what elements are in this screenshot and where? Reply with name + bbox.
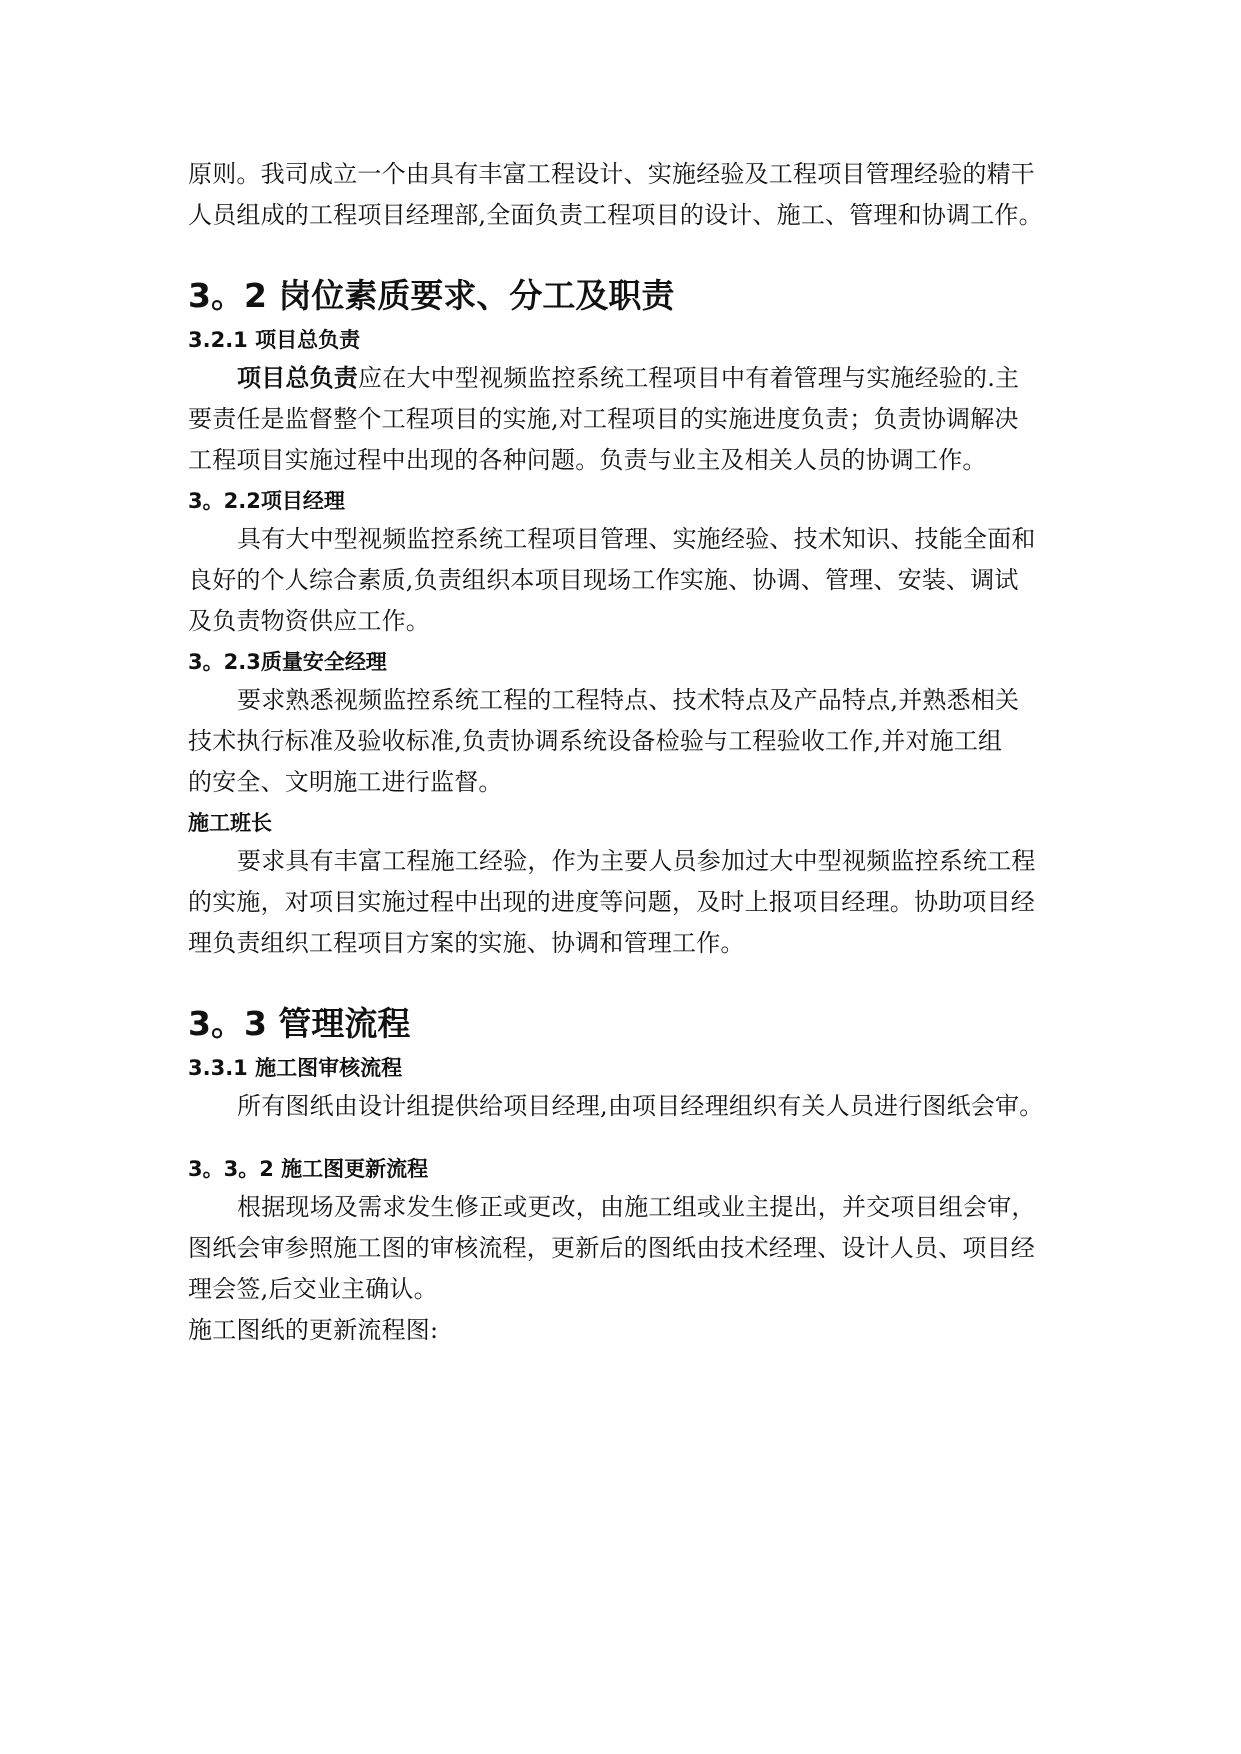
bold-term: 项目总负责	[237, 364, 358, 392]
page-content	[188, 154, 1068, 1351]
subsection-heading-3-2-3: 3。2.3质量安全经理	[188, 650, 387, 674]
paragraph-line: 理负责组织工程项目方案的实施、协调和管理工作。	[188, 929, 745, 957]
paragraph-line: 具有大中型视频监控系统工程项目管理、实施经验、技术知识、技能全面和	[237, 525, 1036, 553]
subsection-heading-3-2-2: 3。2.2项目经理	[188, 489, 345, 513]
subsection-heading-3-3-1: 3.3.1 施工图审核流程	[188, 1056, 403, 1080]
paragraph-line: 理会签,后交业主确认。	[188, 1275, 438, 1303]
paragraph-line: 要责任是监督整个工程项目的实施,对工程项目的实施进度负责；负责协调解决	[188, 405, 1019, 433]
section-heading-3-2: 3。2 岗位素质要求、分工及职责	[188, 276, 675, 315]
paragraph-line: 及负责物资供应工作。	[188, 607, 430, 635]
subsection-heading-3-2-1: 3.2.1 项目总负责	[188, 328, 361, 352]
figure-caption: 施工图纸的更新流程图:	[188, 1316, 439, 1344]
paragraph-line: 的实施，对项目实施过程中出现的进度等问题，及时上报项目经理。协助项目经	[188, 888, 1035, 916]
subsection-heading-foreman: 施工班长	[188, 811, 272, 835]
paragraph-line: 良好的个人综合素质,负责组织本项目现场工作实施、协调、管理、安装、调试	[188, 566, 1019, 594]
paragraph-line: 图纸会审参照施工图的审核流程，更新后的图纸由技术经理、设计人员、项目经	[188, 1234, 1035, 1262]
paragraph-line: 的安全、文明施工进行监督。	[188, 768, 503, 796]
paragraph-line	[188, 358, 1068, 399]
paragraph-line: 技术执行标准及验收标准,负责协调系统设备检验与工程验收工作,并对施工组	[188, 727, 1003, 755]
intro-line: 人员组成的工程项目经理部,全面负责工程项目的设计、施工、管理和协调工作。	[188, 201, 1043, 229]
paragraph-line: 要求具有丰富工程施工经验，作为主要人员参加过大中型视频监控系统工程	[237, 847, 1036, 875]
section-heading-3-3: 3。3 管理流程	[188, 1004, 411, 1043]
paragraph-line: 根据现场及需求发生修正或更改，由施工组或业主提出，并交项目组会审，	[237, 1193, 1036, 1221]
intro-line: 原则。我司成立一个由具有丰富工程设计、实施经验及工程项目管理经验的精干	[188, 160, 1035, 188]
paragraph-line: 所有图纸由设计组提供给项目经理,由项目经理组织有关人员进行图纸会审。	[237, 1092, 1044, 1120]
paragraph-line: 要求熟悉视频监控系统工程的工程特点、技术特点及产品特点,并熟悉相关	[237, 686, 1020, 714]
paragraph-line: 工程项目实施过程中出现的各种问题。负责与业主及相关人员的协调工作。	[188, 446, 987, 474]
subsection-heading-3-3-2: 3。3。2 施工图更新流程	[188, 1157, 429, 1181]
paragraph-text: 应在大中型视频监控系统工程项目中有着管理与实施经验的.主	[358, 364, 1020, 392]
